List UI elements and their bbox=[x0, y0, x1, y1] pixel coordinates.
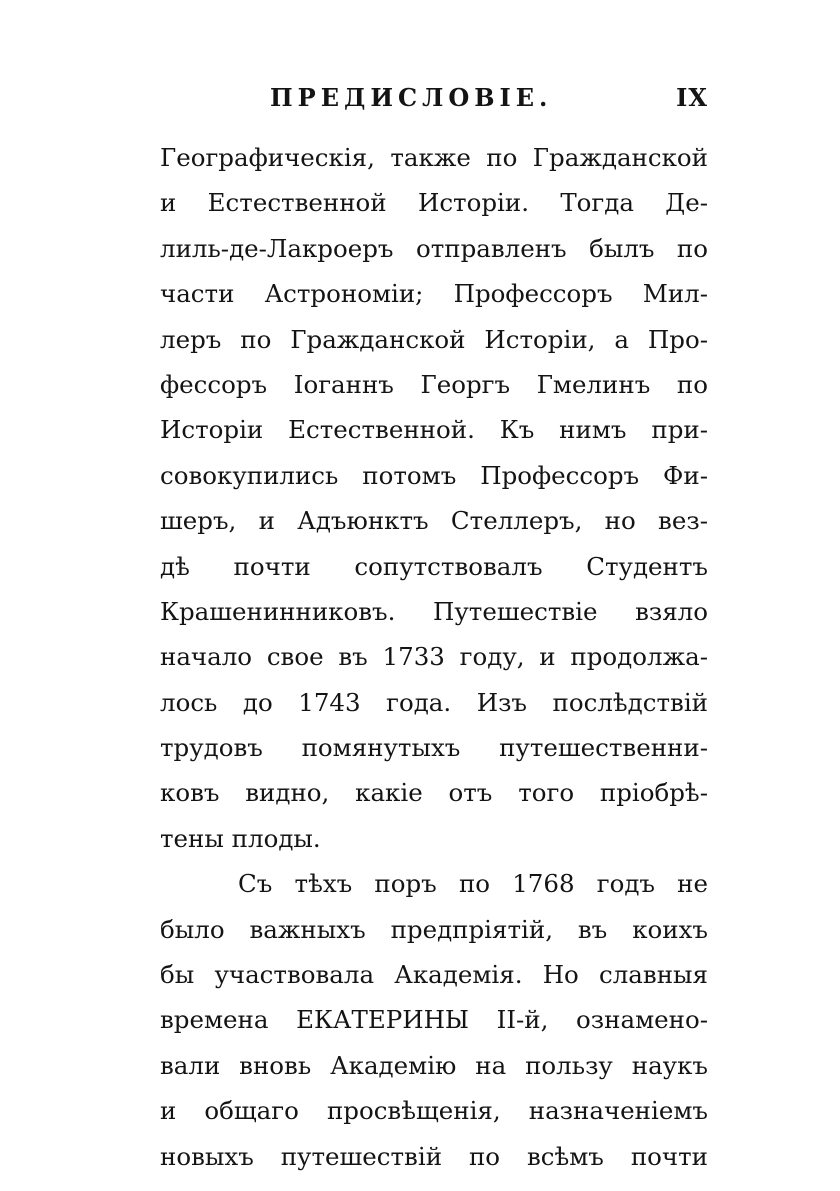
text-line: было важныхъ предпріятій, въ коихъ bbox=[160, 914, 708, 944]
text-line: Географическія, также по Гражданской bbox=[160, 143, 708, 172]
text-line: совокупились потомъ Профессоръ Фи- bbox=[160, 460, 708, 490]
text-line: Съ тѣхъ поръ по 1768 годъ не bbox=[238, 869, 708, 899]
running-head-title: ПРЕДИСЛОВІЕ. bbox=[270, 83, 553, 112]
text-line: лиль-де-Лакроеръ отправленъ былъ по bbox=[160, 233, 708, 263]
running-head bbox=[0, 78, 840, 118]
text-line: фессоръ Іоганнъ Георгъ Гмелинъ по bbox=[160, 369, 708, 399]
text-line: и общаго просвѣщенія, назначеніемъ bbox=[160, 1096, 708, 1126]
text-line: части Астрономіи; Профессоръ Мил- bbox=[160, 279, 708, 309]
text-line: дѣ почти сопутствовалъ Студентъ bbox=[160, 551, 708, 581]
text-line: Исторіи Естественной. Къ нимъ при- bbox=[160, 415, 708, 445]
paragraph-2 bbox=[160, 861, 708, 1179]
text-line: вали вновь Академію на пользу наукъ bbox=[160, 1050, 708, 1080]
text-line: и Естественной Исторіи. Тогда Де- bbox=[160, 188, 708, 218]
text-line: ковъ видно, какіе отъ того пріобрѣ- bbox=[160, 778, 708, 808]
text-line: леръ по Гражданской Исторіи, а Про- bbox=[160, 324, 708, 354]
text-line: шеръ, и Адъюнктъ Стеллеръ, но вез- bbox=[160, 506, 708, 536]
text-line: новыхъ путешествій по всѣмъ почти bbox=[160, 1141, 708, 1171]
text-line: бы участвовала Академія. Но славныя bbox=[160, 960, 708, 990]
page-number: IX bbox=[676, 83, 708, 112]
body-text bbox=[160, 135, 708, 1179]
text-line: Крашенинниковъ. Путешествіе взяло bbox=[160, 596, 708, 626]
text-line: трудовъ помянутыхъ путешественни- bbox=[160, 733, 708, 763]
paragraph-1 bbox=[160, 135, 708, 861]
text-line: лось до 1743 года. Изъ послѣдствій bbox=[160, 687, 708, 717]
text-line: времена ЕКАТЕРИНЫ II-й, ознамено- bbox=[160, 1005, 708, 1035]
text-line: тены плоды. bbox=[160, 823, 321, 853]
text-line: начало свое въ 1733 году, и продолжа- bbox=[160, 642, 708, 672]
